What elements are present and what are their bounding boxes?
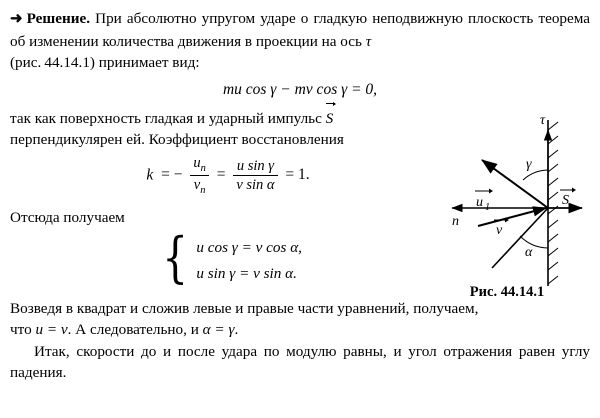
k-equals-one: = 1. [285, 166, 310, 184]
label-alpha: α [525, 244, 533, 260]
restitution-coefficient-formula [10, 155, 450, 197]
svg-text:1: 1 [485, 201, 490, 213]
paragraph-1-part-2: (рис. 44.14.1) принимает вид: [10, 54, 200, 71]
frac2-den: v sin α [236, 177, 275, 194]
label-tau: τ [540, 112, 546, 128]
system-equation-2: u sin γ = v sin α. [196, 265, 297, 283]
paragraph-2-line-2: перпендикулярен ей. Коэффициент восстановления [10, 131, 344, 148]
frac1-den: v [193, 177, 201, 194]
paragraph-4-line-2-a: что [10, 321, 36, 338]
solution-label: Решение. [26, 10, 90, 27]
impulse-vector-S: S [326, 108, 334, 130]
frac1-num-sub: n [200, 162, 206, 174]
equality-u-v: u = v [35, 321, 68, 338]
k-lhs: k [146, 166, 154, 184]
system-equation-1: u cos γ = v cos α, [196, 239, 302, 257]
middle-section [10, 108, 590, 300]
closing-paragraphs [10, 298, 590, 384]
svg-text:u: u [476, 194, 483, 210]
frac1-num: u [193, 154, 201, 171]
solution-paragraph-1 [10, 8, 590, 74]
paragraph-2 [10, 108, 450, 151]
k-equals-minus: = − [161, 166, 183, 184]
label-u1 [475, 188, 493, 213]
system-of-equations [10, 226, 450, 290]
frac2-num: u sin γ [233, 158, 277, 176]
frac1-den-sub: n [200, 184, 206, 196]
paragraph-2-line-1: так как поверхность гладкая и ударный импульс [10, 109, 326, 127]
equality-alpha-gamma: α = γ [202, 321, 235, 338]
fraction-usin-vsin [233, 158, 277, 193]
paragraph-1-part-1: При абсолютно упругом ударе о гладкую неподвижную плоскость теорема об изменении количества движения в проекции на ось [10, 10, 590, 50]
left-brace: { [162, 226, 189, 290]
paragraph-3: Отсюда получаем [10, 208, 125, 226]
tau-symbol: τ [365, 32, 372, 50]
left-column [10, 108, 450, 288]
svg-text:S: S [562, 192, 569, 208]
paragraph-4-line-2-c: . [234, 321, 239, 338]
momentum-formula: mu cos γ − mv cos γ = 0, [222, 80, 378, 98]
label-gamma: γ [526, 156, 532, 172]
paragraph-text [10, 8, 590, 74]
figure-caption: Рис. 44.14.1 [469, 283, 545, 300]
u1-vector [482, 160, 548, 208]
svg-text:v: v [496, 222, 503, 238]
k-equals-2: = [216, 166, 226, 184]
paragraph-4-line-2-b: . А следовательно, и [67, 321, 203, 338]
system-lines [196, 232, 302, 287]
fraction-un-vn [190, 155, 208, 197]
bullet-arrow-icon: ➜ [10, 11, 23, 27]
figure-diagram [430, 108, 590, 308]
paragraph-4-line-1: Возведя в квадрат и сложив левые и правые части уравнений, получаем, [10, 299, 479, 317]
paragraph-5: Итак, скорости до и после удара по модулю равны, и угол отражения равен углу падения. [10, 342, 590, 381]
label-n: n [452, 213, 459, 229]
incidence-line [492, 208, 548, 268]
label-S [560, 187, 576, 208]
figure-svg [430, 108, 590, 308]
